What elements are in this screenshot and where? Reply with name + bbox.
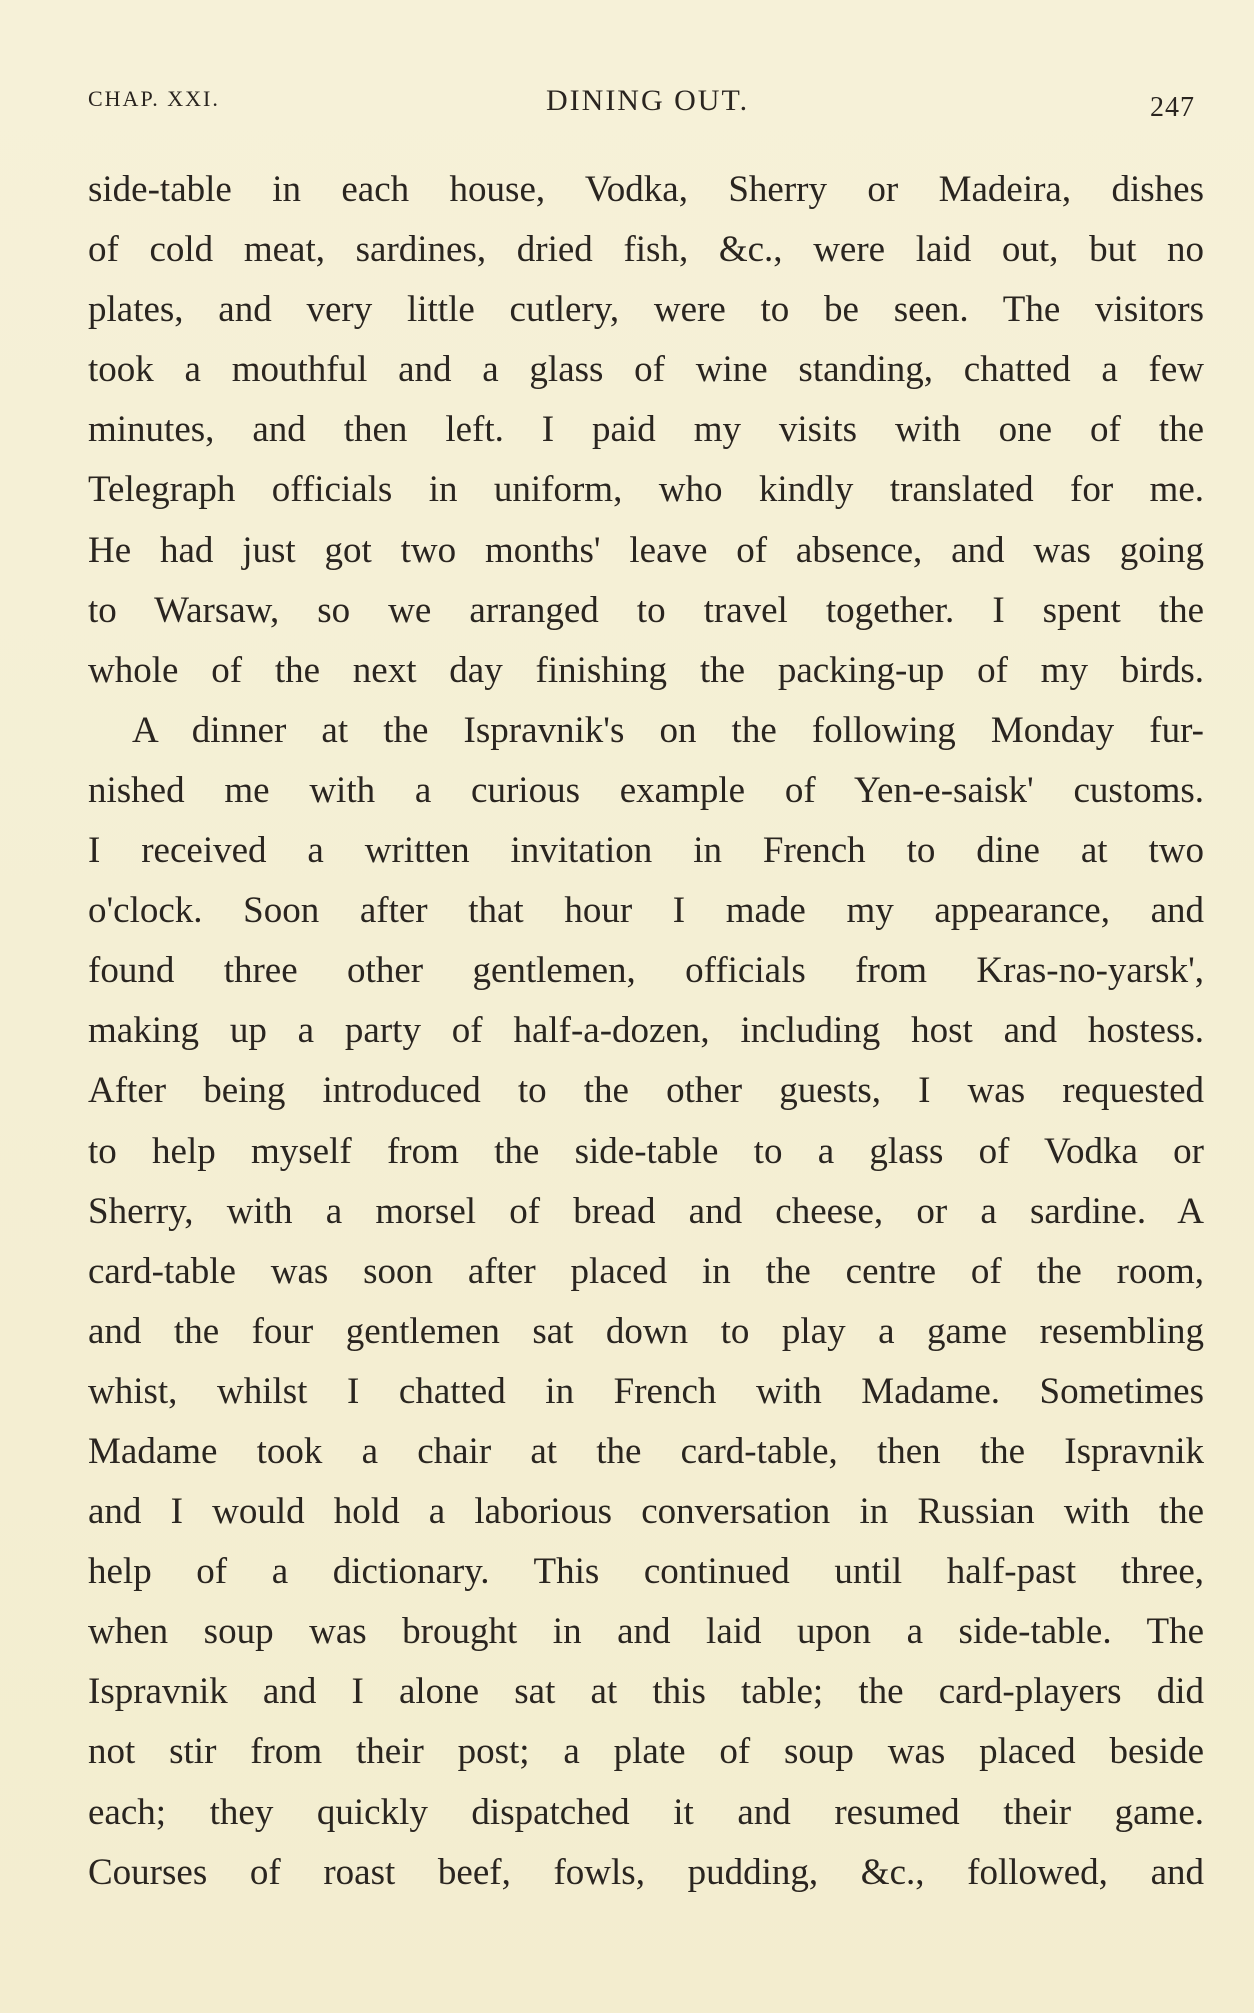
text-line: Courses of roast beef, fowls, pudding, &c., followed, and (88, 1851, 1204, 1893)
text-line: I received a written invitation in French to dine at two (88, 830, 1204, 872)
text-line: Telegraph officials in uniform, who kindly translated for me. (88, 469, 1204, 511)
text-line: to help myself from the side-table to a glass of Vodka or (88, 1130, 1204, 1172)
text-line: After being introduced to the other guests, I was requested (88, 1070, 1204, 1112)
text-line: each; they quickly dispatched it and resumed their game. (88, 1791, 1204, 1833)
text-line: minutes, and then left. I paid my visits with one of the (88, 409, 1204, 451)
text-line: and the four gentlemen sat down to play a game resembling (88, 1310, 1204, 1352)
text-line: of cold meat, sardines, dried fish, &c., were laid out, but no (88, 229, 1204, 271)
text-line: to Warsaw, so we arranged to travel together. I spent the (88, 589, 1204, 631)
chapter-label: CHAP. XXI. (88, 86, 220, 111)
text-line: making up a party of half-a-dozen, including host and hostess. (88, 1010, 1204, 1052)
text-line: took a mouthful and a glass of wine standing, chatted a few (88, 349, 1204, 391)
page-number: 247 (1150, 92, 1195, 123)
text-line: when soup was brought in and laid upon a side-table. The (88, 1611, 1204, 1653)
text-line: found three other gentlemen, officials from Kras-no-yarsk', (88, 950, 1204, 992)
text-line: whist, whilst I chatted in French with Madame. Sometimes (88, 1370, 1204, 1412)
body-text (88, 160, 1204, 1903)
text-line: and I would hold a laborious conversation in Russian with the (88, 1491, 1204, 1533)
text-line: plates, and very little cutlery, were to be seen. The visitors (88, 289, 1204, 331)
text-line: Madame took a chair at the card-table, then the Ispravnik (88, 1430, 1204, 1472)
text-line: He had just got two months' leave of absence, and was going (88, 529, 1204, 571)
text-line: side-table in each house, Vodka, Sherry or Madeira, dishes (88, 169, 1204, 210)
text-line: o'clock. Soon after that hour I made my appearance, and (88, 890, 1204, 932)
text-line: Ispravnik and I alone sat at this table; the card-players did (88, 1671, 1204, 1713)
text-line: Sherry, with a morsel of bread and cheese, or a sardine. A (88, 1190, 1204, 1232)
running-title: DINING OUT. (546, 84, 750, 117)
text-line: whole of the next day finishing the packing-up of my birds. (88, 649, 1204, 691)
text-line: nished me with a curious example of Yen-e-saisk' customs. (88, 769, 1204, 811)
paragraph-start-line: A dinner at the Ispravnik's on the following Monday fur- (132, 709, 1204, 751)
text-line: not stir from their post; a plate of soup was placed beside (88, 1731, 1204, 1773)
running-head (88, 78, 1208, 123)
text-line: card-table was soon after placed in the centre of the room, (88, 1250, 1204, 1292)
text-line: help of a dictionary. This continued until half-past three, (88, 1551, 1204, 1593)
